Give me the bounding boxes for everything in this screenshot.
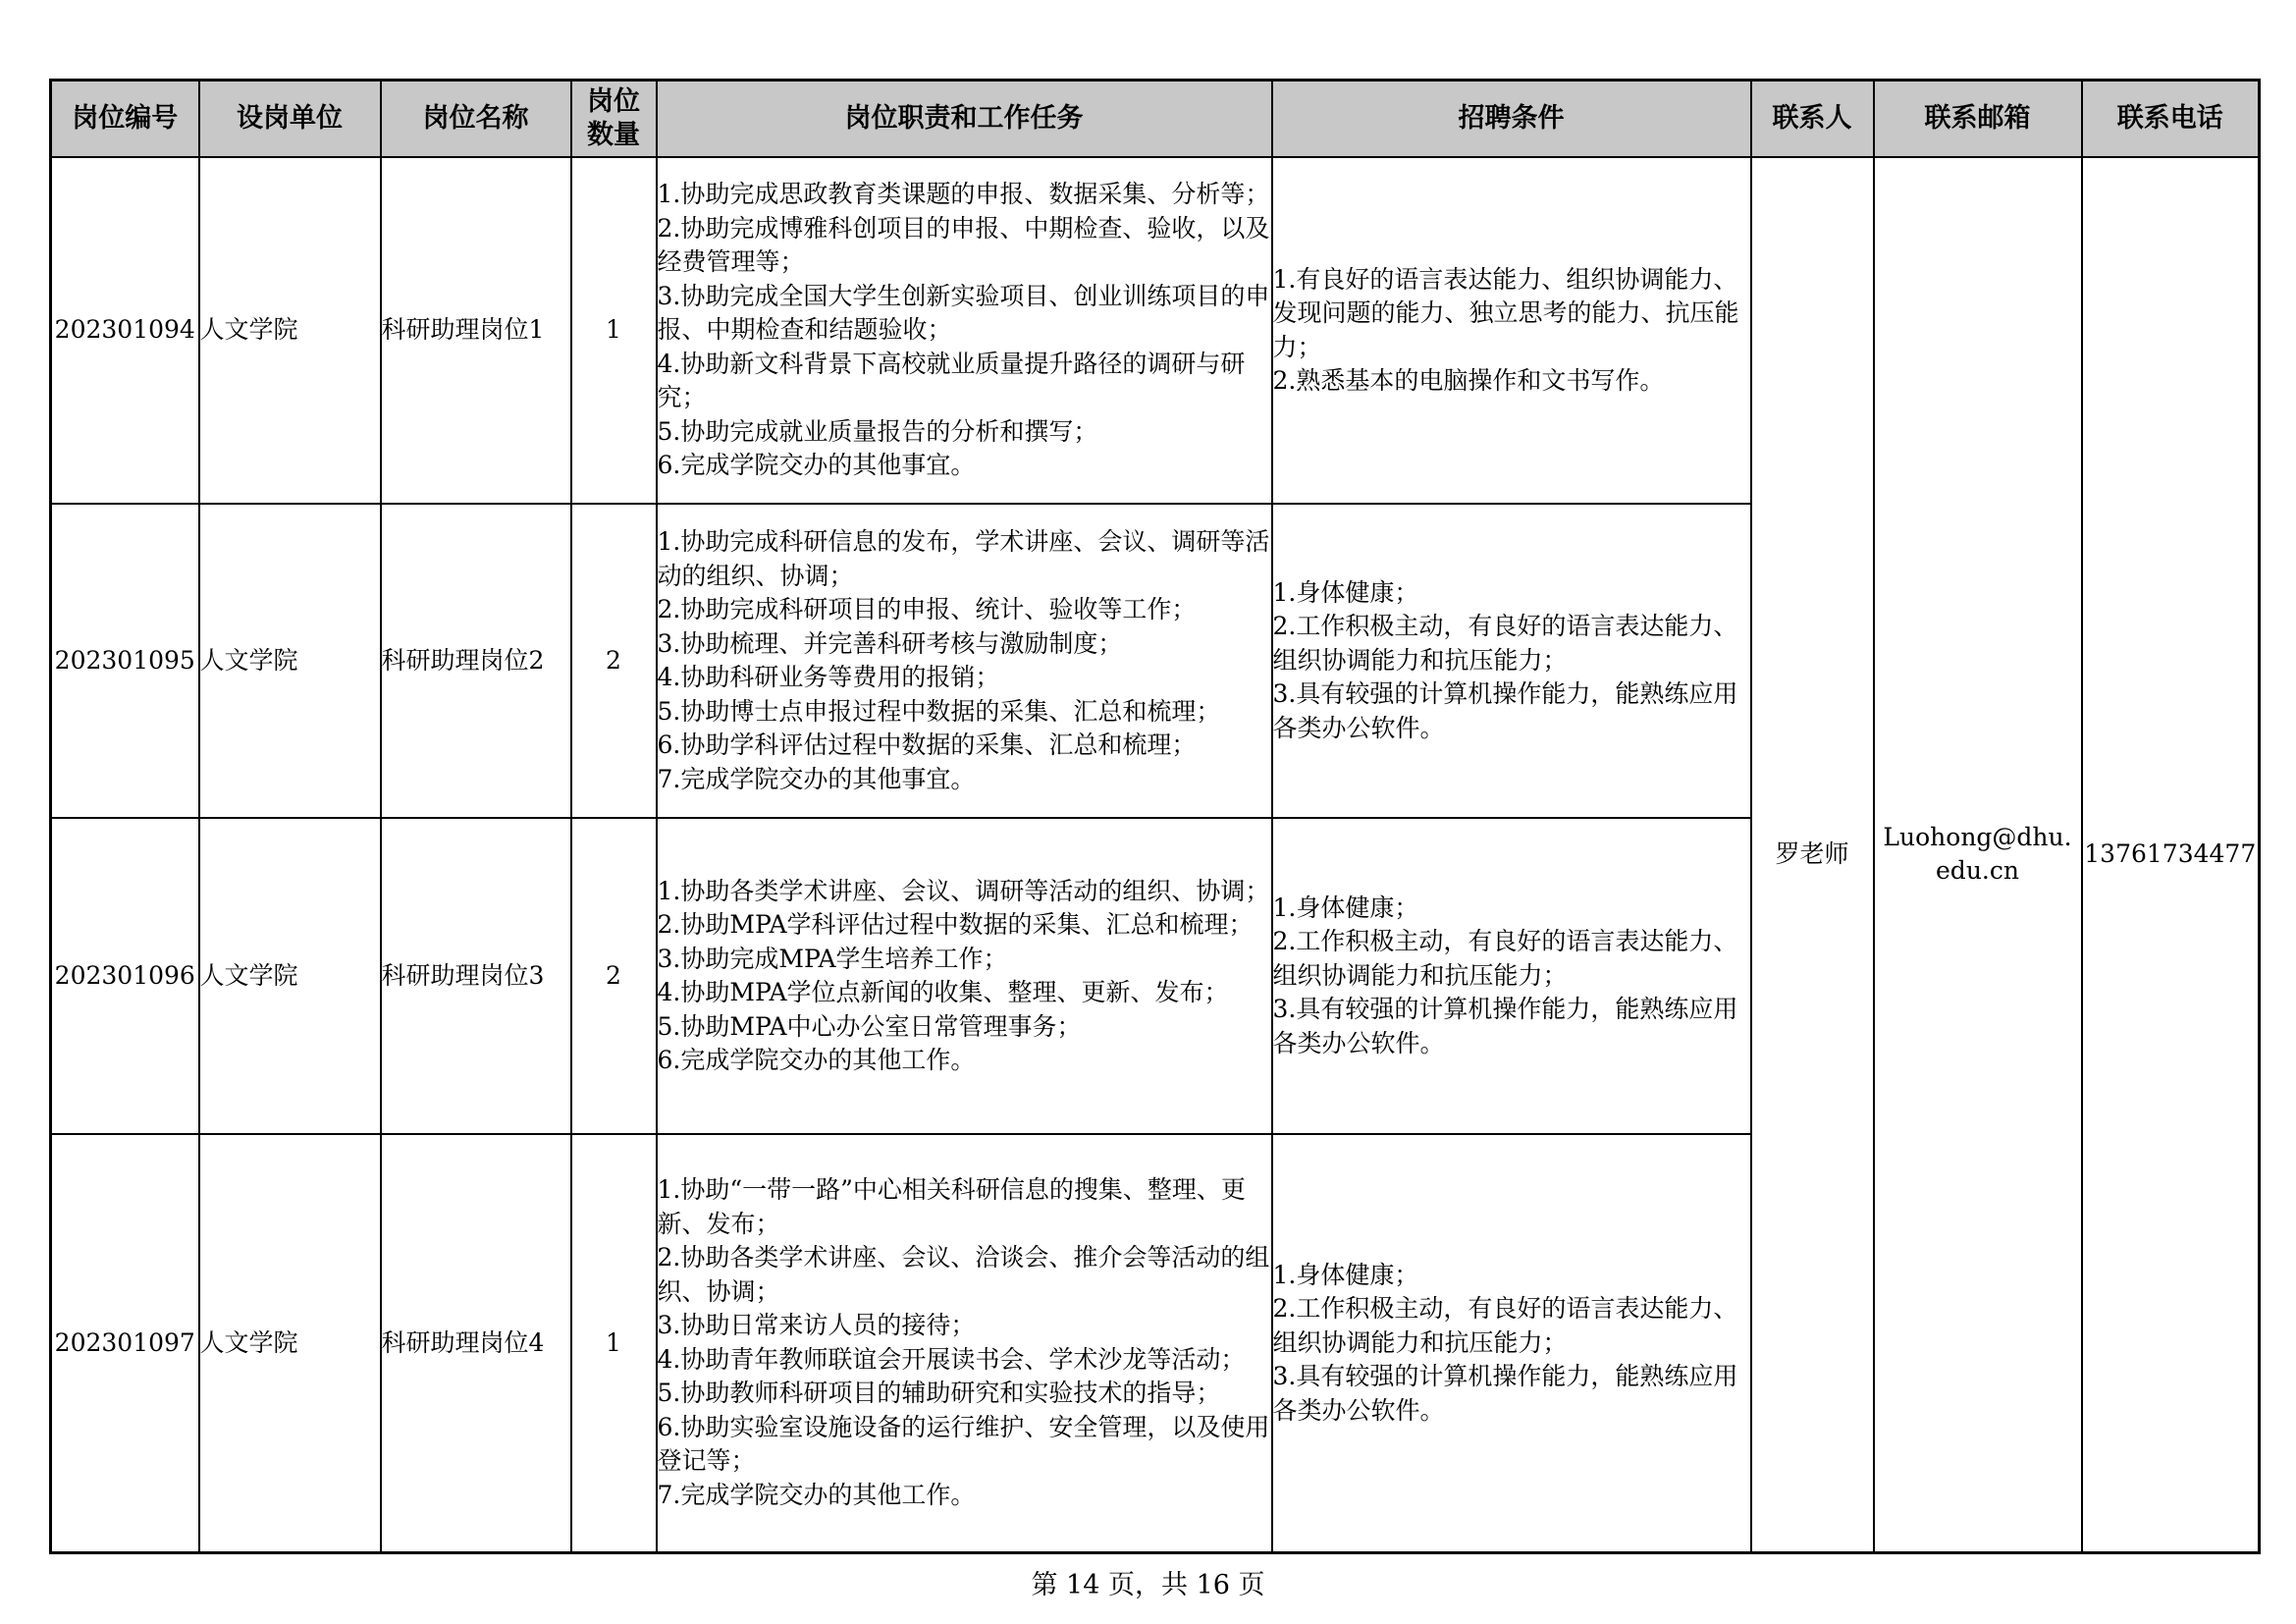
header-name: 岗位名称 — [381, 81, 571, 158]
position-id: 202301096 — [51, 818, 199, 1134]
position-name: 科研助理岗位3 — [381, 818, 571, 1134]
header-count-line2: 数量 — [587, 120, 640, 150]
position-unit: 人文学院 — [199, 504, 381, 818]
duty-line: 6.协助实验室设施设备的运行维护、安全管理，以及使用登记等； — [657, 1412, 1270, 1476]
position-name: 科研助理岗位1 — [381, 157, 571, 504]
position-duties — [657, 157, 1272, 504]
header-requirements: 招聘条件 — [1272, 81, 1751, 158]
requirement-line: 2.工作积极主动，有良好的语言表达能力、组织协调能力和抗压能力； — [1272, 927, 1738, 990]
header-count — [571, 81, 657, 158]
position-duties — [657, 818, 1272, 1134]
requirement-line: 1.身体健康； — [1272, 577, 1419, 607]
duty-line: 3.协助日常来访人员的接待； — [657, 1311, 976, 1340]
position-duties — [657, 1134, 1272, 1552]
duty-line: 5.协助教师科研项目的辅助研究和实验技术的指导； — [657, 1379, 1221, 1408]
requirement-line: 3.具有较强的计算机操作能力，能熟练应用各类办公软件。 — [1272, 995, 1738, 1057]
duty-line: 7.完成学院交办的其他工作。 — [657, 1480, 976, 1509]
position-unit: 人文学院 — [199, 818, 381, 1134]
duty-line: 2.协助MPA学科评估过程中数据的采集、汇总和梳理； — [657, 910, 1254, 939]
duty-line: 7.完成学院交办的其他事宜。 — [657, 764, 976, 793]
contact-email[interactable]: Luohong@dhu.edu.cn — [1883, 822, 2072, 886]
header-contact-phone: 联系电话 — [2082, 81, 2260, 158]
duty-line: 6.协助学科评估过程中数据的采集、汇总和梳理； — [657, 731, 1197, 759]
footer-prefix: 第 — [1031, 1570, 1058, 1600]
page-footer — [0, 1563, 2296, 1601]
duty-line: 5.协助MPA中心办公室日常管理事务； — [657, 1011, 1082, 1041]
duty-line: 3.协助梳理、并完善科研考核与激励制度； — [657, 628, 1123, 658]
duty-line: 1.协助各类学术讲座、会议、调研等活动的组织、协调； — [657, 876, 1270, 905]
requirement-line: 2.熟悉基本的电脑操作和文书写作。 — [1272, 366, 1665, 395]
position-requirements — [1272, 818, 1751, 1134]
job-table — [49, 79, 2261, 1554]
duty-line: 4.协助MPA学位点新闻的收集、整理、更新、发布； — [657, 978, 1229, 1006]
header-count-line1: 岗位 — [587, 86, 640, 117]
footer-suffix: 页 — [1238, 1570, 1265, 1600]
position-id: 202301095 — [51, 504, 199, 818]
footer-page-number: 14 — [1066, 1570, 1100, 1600]
position-count: 1 — [571, 157, 657, 504]
requirement-line: 3.具有较强的计算机操作能力，能熟练应用各类办公软件。 — [1272, 679, 1738, 742]
header-id: 岗位编号 — [51, 81, 199, 158]
position-unit: 人文学院 — [199, 157, 381, 504]
position-count: 2 — [571, 504, 657, 818]
position-count: 2 — [571, 818, 657, 1134]
requirement-line: 2.工作积极主动，有良好的语言表达能力、组织协调能力和抗压能力； — [1272, 612, 1738, 675]
duty-line: 2.协助完成博雅科创项目的申报、中期检查、验收，以及经费管理等； — [657, 213, 1270, 277]
header-contact-person: 联系人 — [1751, 81, 1874, 158]
duty-line: 4.协助青年教师联谊会开展读书会、学术沙龙等活动； — [657, 1344, 1246, 1374]
position-name: 科研助理岗位4 — [381, 1134, 571, 1552]
duty-line: 3.协助完成全国大学生创新实验项目、创业训练项目的申报、中期检查和结题验收； — [657, 281, 1270, 345]
requirement-line: 1.身体健康； — [1272, 893, 1419, 922]
position-id: 202301097 — [51, 1134, 199, 1552]
contact-person: 罗老师 — [1751, 157, 1874, 1552]
duty-line: 1.协助“一带一路”中心相关科研信息的搜集、整理、更新、发布； — [657, 1175, 1246, 1238]
requirement-line: 2.工作积极主动，有良好的语言表达能力、组织协调能力和抗压能力； — [1272, 1294, 1738, 1357]
footer-total-pages: 16 — [1196, 1570, 1230, 1600]
duty-line: 1.协助完成思政教育类课题的申报、数据采集、分析等； — [657, 180, 1270, 209]
requirement-line: 1.身体健康； — [1272, 1260, 1419, 1289]
header-unit: 设岗单位 — [199, 81, 381, 158]
position-requirements — [1272, 1134, 1751, 1552]
position-unit: 人文学院 — [199, 1134, 381, 1552]
duty-line: 2.协助各类学术讲座、会议、洽谈会、推介会等活动的组织、协调； — [657, 1243, 1270, 1306]
position-requirements — [1272, 504, 1751, 818]
duty-line: 2.协助完成科研项目的申报、统计、验收等工作； — [657, 595, 1197, 623]
duty-line: 5.协助完成就业质量报告的分析和撰写； — [657, 416, 1098, 446]
requirement-line: 3.具有较强的计算机操作能力，能熟练应用各类办公软件。 — [1272, 1362, 1738, 1425]
position-name: 科研助理岗位2 — [381, 504, 571, 818]
contact-phone: 13761734477 — [2082, 157, 2260, 1552]
contact-email-cell — [1874, 157, 2082, 1552]
footer-middle: 页，共 — [1108, 1570, 1188, 1600]
header-duties: 岗位职责和工作任务 — [657, 81, 1272, 158]
duty-line: 6.完成学院交办的其他事宜。 — [657, 451, 976, 480]
duty-line: 6.完成学院交办的其他工作。 — [657, 1046, 976, 1074]
table-row — [51, 157, 2260, 504]
duty-line: 1.协助完成科研信息的发布，学术讲座、会议、调研等活动的组织、协调； — [657, 527, 1270, 590]
header-row — [51, 81, 2260, 158]
position-duties — [657, 504, 1272, 818]
duty-line: 3.协助完成MPA学生培养工作； — [657, 944, 1008, 973]
duty-line: 4.协助科研业务等费用的报销； — [657, 663, 1000, 691]
requirement-line: 1.有良好的语言表达能力、组织协调能力、发现问题的能力、独立思考的能力、抗压能力； — [1272, 264, 1739, 361]
position-id: 202301094 — [51, 157, 199, 504]
position-requirements — [1272, 157, 1751, 504]
position-count: 1 — [571, 1134, 657, 1552]
header-contact-email: 联系邮箱 — [1874, 81, 2082, 158]
duty-line: 5.协助博士点申报过程中数据的采集、汇总和梳理； — [657, 696, 1221, 726]
duty-line: 4.协助新文科背景下高校就业质量提升路径的调研与研究； — [657, 349, 1246, 412]
